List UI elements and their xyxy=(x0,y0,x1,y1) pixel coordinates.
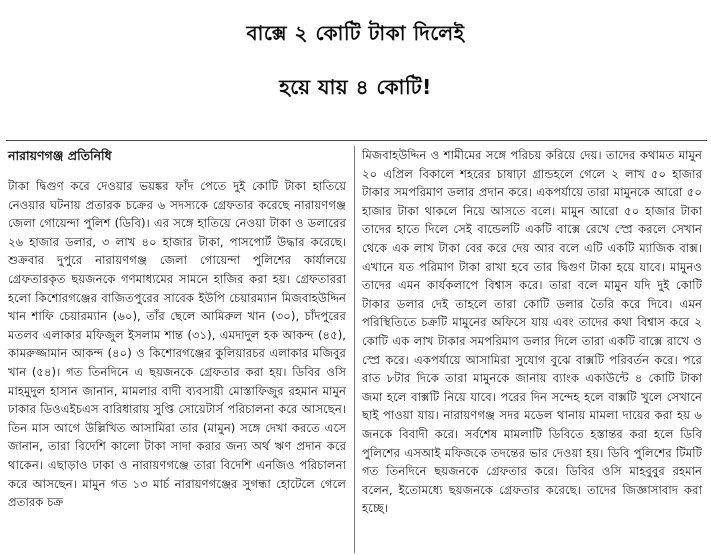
article-column-left xyxy=(8,146,346,512)
article-column-right xyxy=(362,146,702,518)
body-text-left: টাকা দ্বিগুণ করে দেওয়ার ভয়ঙ্কর ফাঁদ পেতে দুই কোটি টাকা হাতিয়ে নেওয়ার ঘটনায় প্রতারক চক্রের ৬ সদস্যকে গ্রেফতার করেছে নারায়ণগঞ্জ জেলা গোয়েন্দা পুলিশ (ডিবি)। এর সঙ্গে হাতিয়ে নেওয়া টাকা ও ডলারের ২৬ হাজার ডলার, ৩ লাখ ৪০ হাজার টাকা, পাসপোর্ট উদ্ধার করেছে। শুক্রবার দুপুরে নারায়ণগঞ্জ জেলা গোয়েন্দা পুলিশের কার্যালয়ে গ্রেফতারকৃত ছয়জনকে গণমাধ্যমের সামনে হাজির করা হয়। গ্রেফতাররা হলো কিশোরগঞ্জের বাজিতপুরের সাবেক ইউপি চেয়ারম্যান মিজবাহউদ্দিন খান শাফি চেয়ারম্যান (৬০), তাঁর ছেলে আমিরুল খান (৩০), চাঁদপুরের মতলব এলাকার মফিজুল ইসলাম শান্ত (৩১), এমদাদুল হক আকন্দ (৪৫), কামরুজ্জামান আকন্দ (৪০) ও কিশোরগঞ্জের কুলিয়ারচর এলাকার মজিবুর খান (৫৪)। গত তিনদিনে এ ছয়জনকে গ্রেফতার করা হয়। ডিবির ওসি মাহমুদুল হাসান জানান, মামলার বাদী ব্যবসায়ী মোস্তাফিজুর রহমান মামুন ঢাকার ডিওএইচএস বারিধারায় সুপ্তি সোয়েটার্স পরিচালনা করে আসছেন। তিন মাস আগে উল্লিখিত আসামিরা তার (মামুন) সঙ্গে দেখা করতে এসে জানান, তারা বিদেশি কালো টাকা সাদা করার জন্য অর্থ ঋণ প্রদান করে থাকেন। এছাড়াও ঢাকা ও নারায়ণগঞ্জে তারা বিদেশি এনজিও পরিচালনা করে আসছেন। মামুন গত ১৩ মার্চ নারায়ণগঞ্জের সুগন্ধা হোটেলে গেলে প্রতারক চক্র xyxy=(8,179,346,510)
headline-line-1: বাক্সে ২ কোটি টাকা দিলেই xyxy=(246,21,465,45)
body-text-right: মিজবাহউদ্দিন ও শামীমের সঙ্গে পরিচয় করিয়ে দেয়। তাদের কথামত মামুন ২০ এপ্রিল বিকালে শহরের চাষাঢ়া গ্রান্ডহলে গেলে ২ লাখ ৫০ হাজার টাকার সমপরিমাণ ডলার প্রদান করে। একপর্যায়ে তারা মামুনকে আরো ৫০ হাজার টাকা থাকলে নিয়ে আসতে বলে। মামুন আরো ৫০ হাজার টাকা তাদের হাতে দিলে সেই বান্ডেলটি একটি বাক্সে রেখে স্প্রে করলে সেখান থেকে এক লাখ টাকা বের করে দেয় আর বলে এটি একটি ম্যাজিক বাক্স। এখানে যত পরিমাণ টাকা রাখা হবে তার দ্বিগুণ টাকা হয়ে যাবে। মামুনও তাদের এমন কার্যকলাপে বিশ্বাস করে। তারা বলে মামুন যদি দুই কোটি টাকার ডলার দেই তাহলে তারা কোটি ডলার তৈরি করে দিবে। এমন পরিস্থিতিতে চক্রটি মামুনের অফিসে যায় এবং তাদের কথা বিশ্বাস করে ২ কোটি এক লাখ টাকার সমপরিমাণ ডলার দিলে তারা একটি বাক্সে রাখে ও স্প্রে করে। একপর্যায়ে আসামিরা সুযোগ বুঝে বাক্সটি পরিবর্তন করে। পরে রাত ৮টার দিকে তারা মামুনকে জানায় ব্যাংক একাউন্টে ৪ কোটি টাকা জমা হলে বাক্সটি নিয়ে যাবে। পরের দিন সন্দেহ হলে বাক্সটি খুলে সেখানে ছাই পাওয়া যায়। নারায়ণগঞ্জ সদর মডেল থানায় মামলা দায়ের করা হয় ৬ জনকে বিবাদী করে। সর্বশেষ মামলাটি ডিবিতে হস্তান্তর করা হলে ডিবি পুলিশের এসআই মফিজকে তদন্তের ভার দেওয়া হয়। ডিবি পুলিশের টিমটি গত তিনদিনে ছয়জনকে গ্রেফতার করে। ডিবির ওসি মাহবুবুর রহমান বলেন, ইতোমধ্যে ছয়জনকে গ্রেফতার করেছে। তাদের জিজ্ঞাসাবাদ করা হচ্ছে। xyxy=(362,148,702,516)
column-divider xyxy=(354,146,355,553)
headline xyxy=(0,6,711,114)
headline-rule xyxy=(6,140,707,141)
headline-line-2: হয়ে যায় ৪ কোটি! xyxy=(279,75,432,99)
byline: নারায়ণগঞ্জ প্রতিনিধি xyxy=(8,148,112,163)
